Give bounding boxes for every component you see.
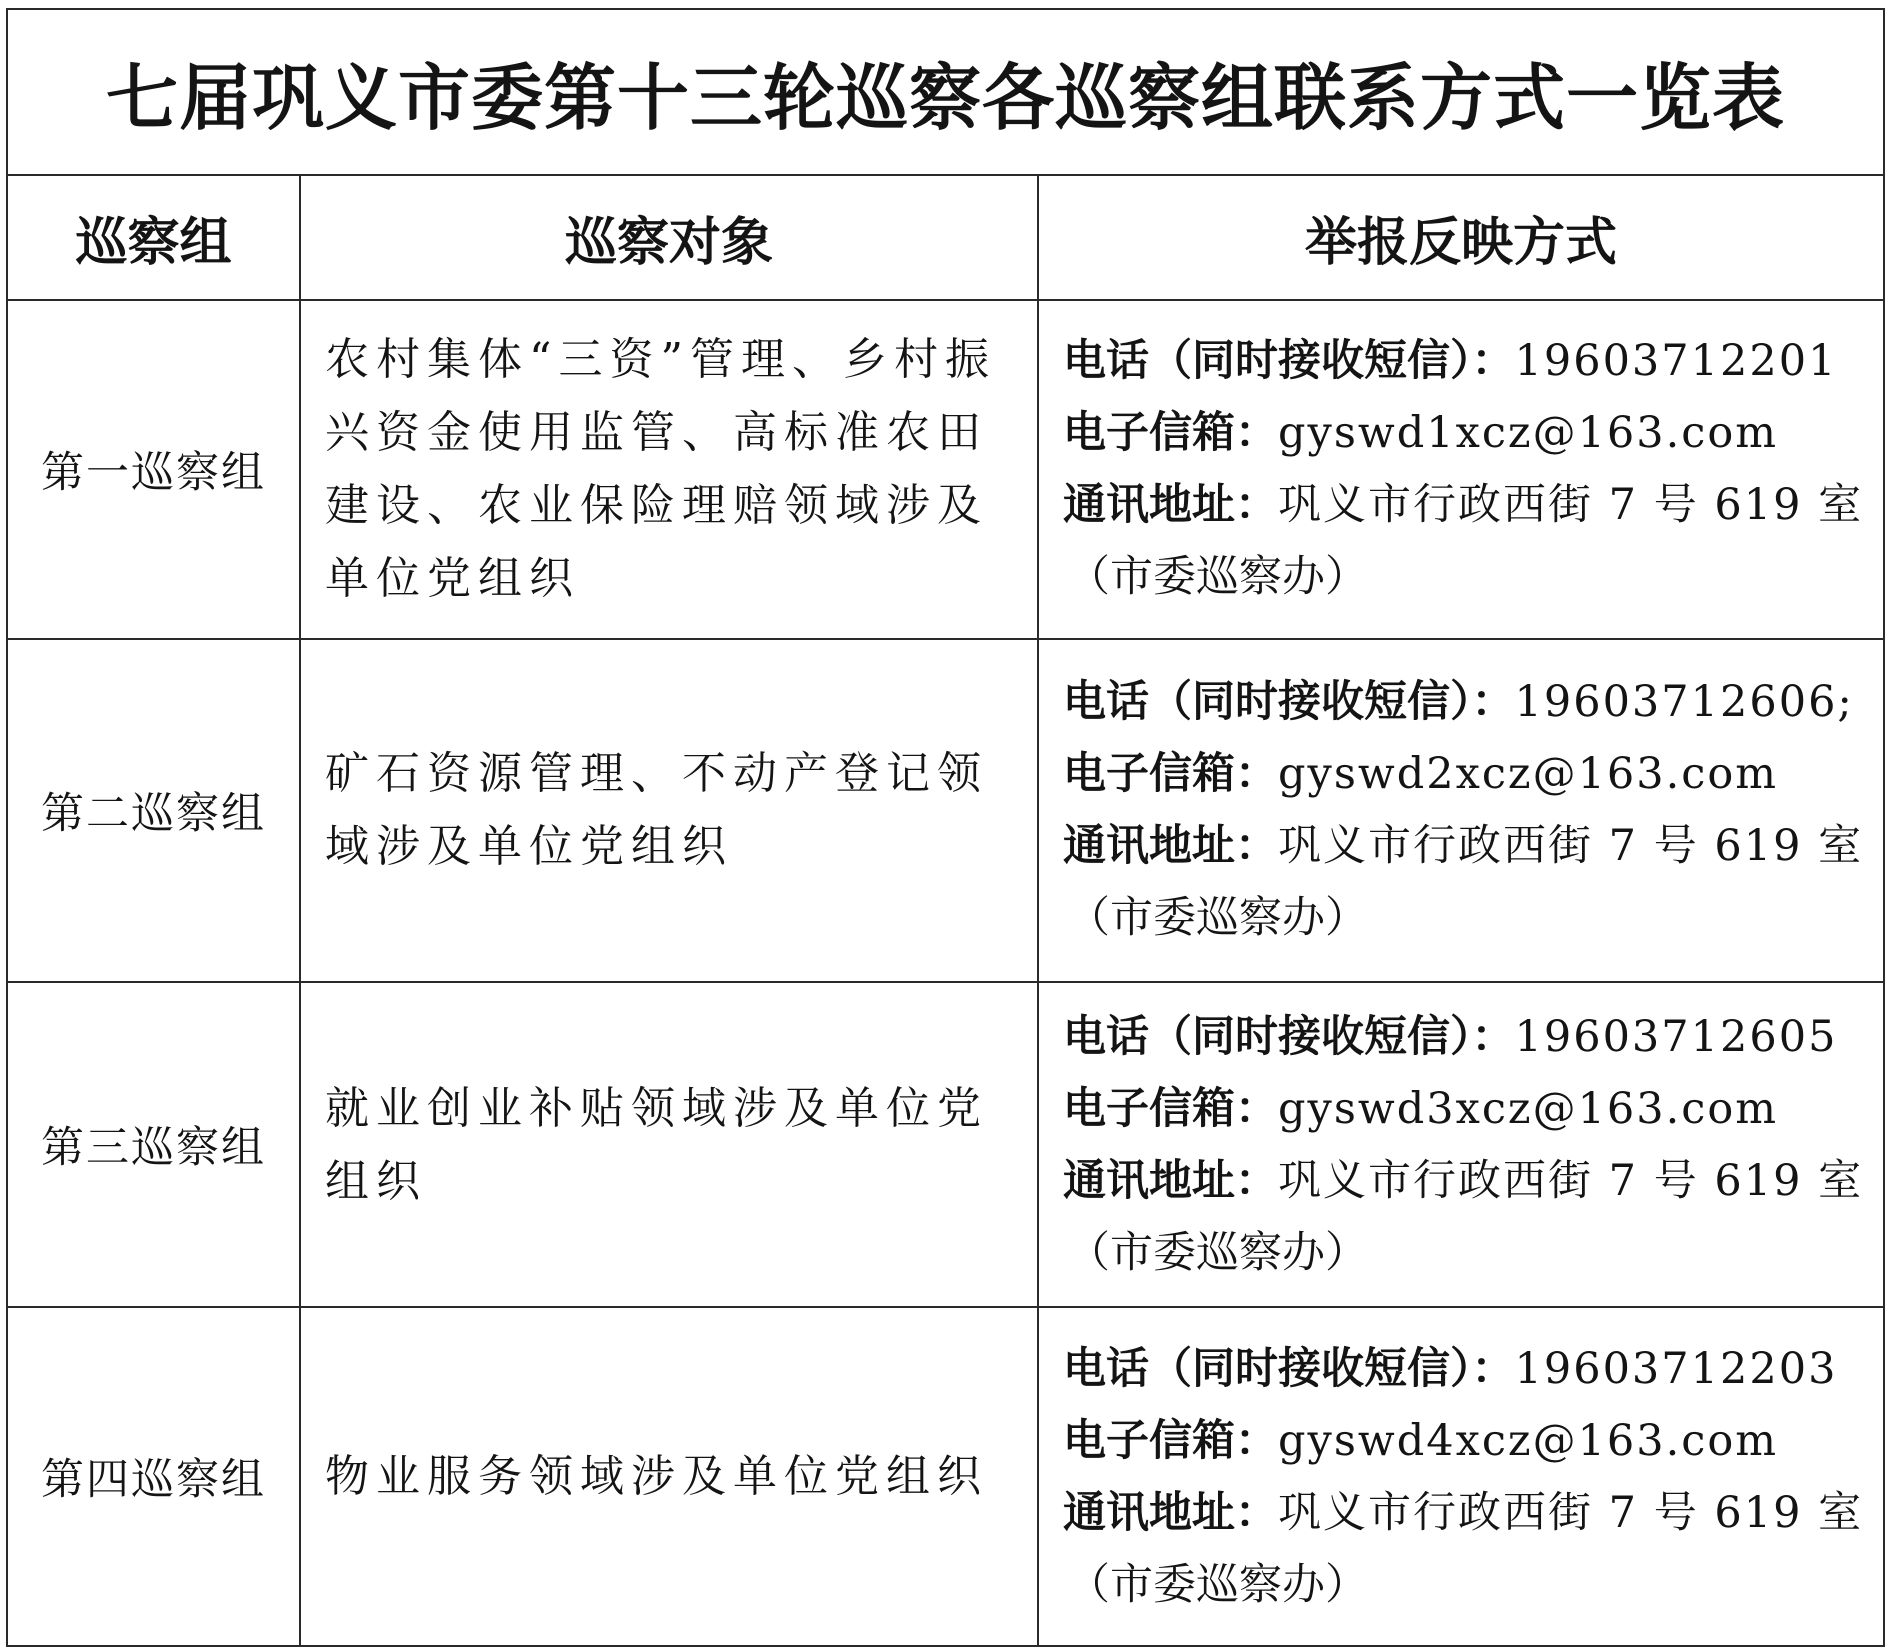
group-name: 第一巡察组 — [7, 300, 300, 639]
contact-info — [1038, 1307, 1884, 1646]
group-name: 第三巡察组 — [7, 982, 300, 1307]
phone-label: 电话（同时接收短信）： — [1063, 336, 1515, 387]
inspection-target: 物业服务领域涉及单位党组织 — [300, 1307, 1038, 1646]
phone-line — [1063, 1001, 1869, 1073]
address-value: 巩义市行政西街 7 号 619 室 — [1278, 1487, 1864, 1538]
inspection-target: 就业创业补贴领域涉及单位党组织 — [300, 982, 1038, 1307]
table-row — [7, 982, 1884, 1307]
inspection-target: 矿石资源管理、不动产登记领域涉及单位党组织 — [300, 639, 1038, 983]
column-header-group: 巡察组 — [7, 175, 300, 299]
phone-line — [1063, 325, 1869, 397]
address-value: 巩义市行政西街 7 号 619 室 — [1278, 821, 1864, 872]
column-header-contact: 举报反映方式 — [1038, 175, 1884, 299]
email-label: 电子信箱： — [1063, 1415, 1278, 1466]
phone-number: 19603712203 — [1514, 1343, 1838, 1394]
address-line — [1063, 469, 1869, 541]
email-line — [1063, 738, 1869, 810]
contact-table — [6, 8, 1885, 1647]
address-label: 通讯地址： — [1063, 480, 1278, 531]
address-label: 通讯地址： — [1063, 1155, 1278, 1206]
contact-info — [1038, 300, 1884, 639]
address-value: 巩义市行政西街 7 号 619 室 — [1278, 480, 1864, 531]
email-address: gyswd2xcz@163.com — [1278, 749, 1779, 800]
phone-label: 电话（同时接收短信）： — [1063, 1343, 1515, 1394]
email-address: gyswd3xcz@163.com — [1278, 1083, 1779, 1134]
phone-number: 19603712605 — [1514, 1011, 1838, 1062]
header-row — [7, 175, 1884, 299]
phone-line — [1063, 666, 1869, 738]
address-line — [1063, 810, 1869, 882]
address-note: （市委巡察办） — [1067, 552, 1368, 603]
email-line — [1063, 1073, 1869, 1145]
contact-info — [1038, 639, 1884, 983]
phone-line — [1063, 1333, 1869, 1405]
address-label: 通讯地址： — [1063, 821, 1278, 872]
address-note: （市委巡察办） — [1067, 1559, 1368, 1610]
address-note: （市委巡察办） — [1067, 893, 1368, 944]
address-label: 通讯地址： — [1063, 1487, 1278, 1538]
inspection-target: 农村集体“三资”管理、乡村振兴资金使用监管、高标准农田建设、农业保险理赔领域涉及单位党组织 — [300, 300, 1038, 639]
email-line — [1063, 397, 1869, 469]
email-label: 电子信箱： — [1063, 1083, 1278, 1134]
table-row — [7, 1307, 1884, 1646]
phone-number: 19603712606; — [1514, 677, 1854, 728]
email-address: gyswd4xcz@163.com — [1278, 1415, 1779, 1466]
document-title: 七届巩义市委第十三轮巡察各巡察组联系方式一览表 — [7, 9, 1884, 175]
email-line — [1063, 1405, 1869, 1477]
title-row — [7, 9, 1884, 175]
phone-label: 电话（同时接收短信）： — [1063, 1011, 1515, 1062]
email-label: 电子信箱： — [1063, 408, 1278, 459]
table-row — [7, 300, 1884, 639]
phone-number: 19603712201 — [1514, 336, 1838, 387]
address-line — [1063, 1145, 1869, 1217]
address-line — [1063, 1477, 1869, 1549]
email-label: 电子信箱： — [1063, 749, 1278, 800]
email-address: gyswd1xcz@163.com — [1278, 408, 1779, 459]
contact-info — [1038, 982, 1884, 1307]
phone-label: 电话（同时接收短信）： — [1063, 677, 1515, 728]
address-value: 巩义市行政西街 7 号 619 室 — [1278, 1155, 1864, 1206]
address-note: （市委巡察办） — [1067, 1227, 1368, 1278]
column-header-target: 巡察对象 — [300, 175, 1038, 299]
table-row — [7, 639, 1884, 983]
group-name: 第二巡察组 — [7, 639, 300, 983]
group-name: 第四巡察组 — [7, 1307, 300, 1646]
